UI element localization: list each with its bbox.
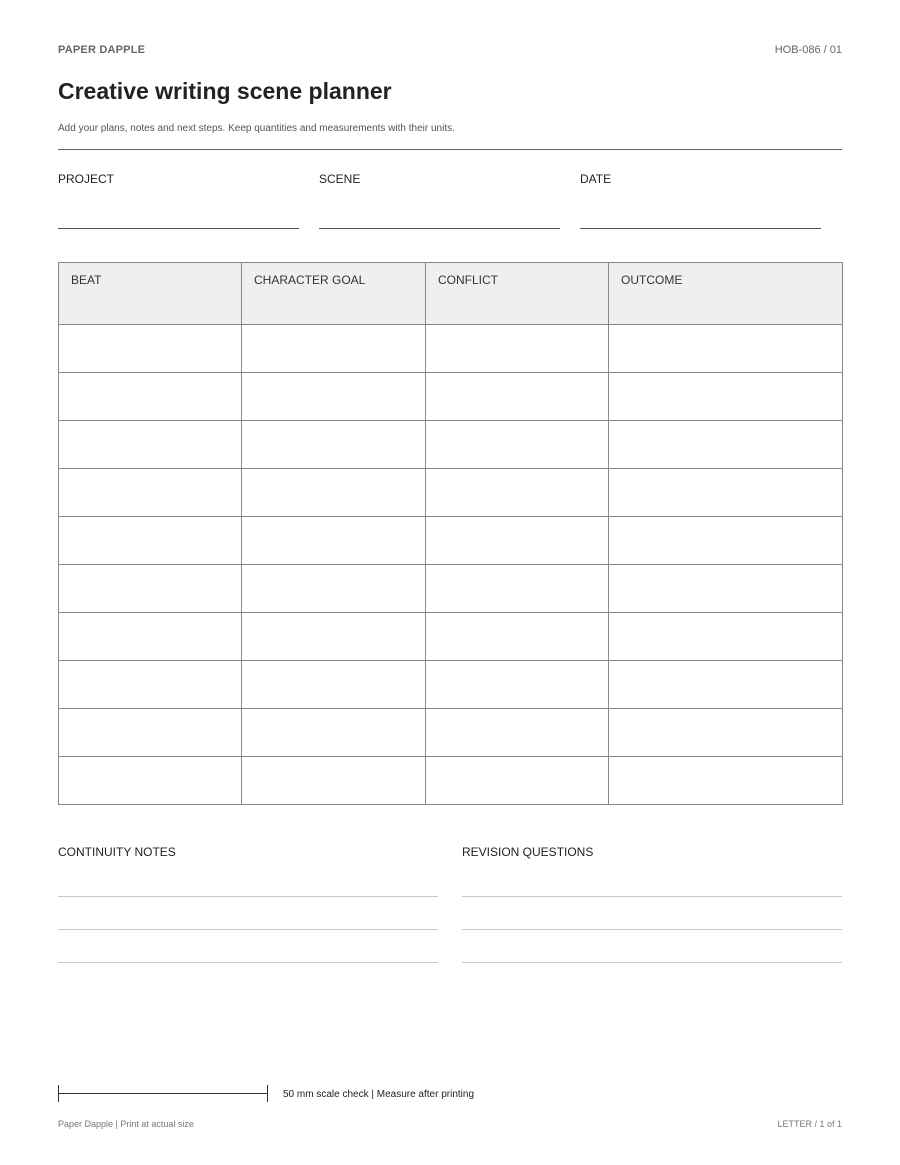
table-row: [59, 613, 843, 661]
header-divider: [58, 149, 842, 150]
scale-line: [58, 1093, 267, 1094]
table-cell[interactable]: [59, 757, 242, 805]
column-header-character-goal: CHARACTER GOAL: [242, 263, 426, 325]
table-cell[interactable]: [609, 421, 843, 469]
table-cell[interactable]: [242, 613, 426, 661]
column-header-outcome: OUTCOME: [609, 263, 843, 325]
table-cell[interactable]: [59, 421, 242, 469]
table-cell[interactable]: [59, 325, 242, 373]
column-header-beat: BEAT: [59, 263, 242, 325]
revision-questions-block: [462, 845, 842, 859]
table-cell[interactable]: [242, 469, 426, 517]
revision-questions-label: REVISION QUESTIONS: [462, 845, 594, 859]
table-cell[interactable]: [426, 565, 609, 613]
table-cell[interactable]: [242, 757, 426, 805]
scene-write-line[interactable]: [319, 228, 560, 229]
table-row: [59, 565, 843, 613]
brand-name: PAPER DAPPLE: [58, 44, 146, 56]
table-cell[interactable]: [59, 613, 242, 661]
table-cell[interactable]: [609, 469, 843, 517]
continuity-notes-line[interactable]: [58, 929, 438, 930]
table-cell[interactable]: [609, 757, 843, 805]
table-cell[interactable]: [426, 517, 609, 565]
scene-beats-table: [58, 262, 843, 805]
table-row: [59, 373, 843, 421]
scale-check-text: 50 mm scale check | Measure after printing: [283, 1089, 475, 1100]
table-cell[interactable]: [609, 709, 843, 757]
table-row: [59, 325, 843, 373]
table-cell[interactable]: [609, 517, 843, 565]
table-cell[interactable]: [59, 565, 242, 613]
table-cell[interactable]: [59, 709, 242, 757]
page-count: LETTER / 1 of 1: [777, 1119, 842, 1129]
date-write-line[interactable]: [580, 228, 821, 229]
table-row: [59, 757, 843, 805]
table-cell[interactable]: [59, 373, 242, 421]
table-cell[interactable]: [426, 757, 609, 805]
table-body: [59, 325, 843, 805]
table-cell[interactable]: [426, 661, 609, 709]
table-cell[interactable]: [426, 469, 609, 517]
table-cell[interactable]: [242, 709, 426, 757]
revision-questions-line[interactable]: [462, 896, 842, 897]
table-cell[interactable]: [609, 325, 843, 373]
continuity-notes-line[interactable]: [58, 962, 438, 963]
revision-questions-line[interactable]: [462, 962, 842, 963]
document-id: HOB-086 / 01: [774, 44, 842, 56]
table-cell[interactable]: [242, 421, 426, 469]
footer-note: Paper Dapple | Print at actual size: [58, 1119, 194, 1129]
scale-check-bar: [58, 1085, 268, 1103]
page-subtitle: Add your plans, notes and next steps. Keep quantities and measurements with their units.: [58, 123, 455, 134]
date-label: DATE: [580, 172, 612, 186]
table-cell[interactable]: [242, 661, 426, 709]
continuity-notes-line[interactable]: [58, 896, 438, 897]
table-cell[interactable]: [426, 709, 609, 757]
table-cell[interactable]: [242, 565, 426, 613]
table-row: [59, 661, 843, 709]
table-cell[interactable]: [59, 469, 242, 517]
page-title: Creative writing scene planner: [58, 78, 392, 104]
scene-label: SCENE: [319, 172, 361, 186]
table-cell[interactable]: [609, 661, 843, 709]
scene-field[interactable]: [319, 172, 560, 186]
continuity-notes-label: CONTINUITY NOTES: [58, 845, 176, 859]
table-cell[interactable]: [242, 517, 426, 565]
project-field[interactable]: [58, 172, 299, 186]
project-write-line[interactable]: [58, 228, 299, 229]
table-cell[interactable]: [609, 613, 843, 661]
table-row: [59, 517, 843, 565]
continuity-notes-block: [58, 845, 438, 859]
project-label: PROJECT: [58, 172, 115, 186]
column-header-conflict: CONFLICT: [426, 263, 609, 325]
table-row: [59, 709, 843, 757]
table-cell[interactable]: [59, 517, 242, 565]
table-cell[interactable]: [242, 373, 426, 421]
table-cell[interactable]: [609, 565, 843, 613]
table-cell[interactable]: [426, 421, 609, 469]
table-header-row: [59, 263, 843, 325]
table-cell[interactable]: [609, 373, 843, 421]
scale-tick-end: [267, 1085, 268, 1102]
revision-questions-line[interactable]: [462, 929, 842, 930]
date-field[interactable]: [580, 172, 821, 186]
table-row: [59, 421, 843, 469]
table-cell[interactable]: [59, 661, 242, 709]
table-cell[interactable]: [426, 325, 609, 373]
table-cell[interactable]: [426, 613, 609, 661]
table-cell[interactable]: [426, 373, 609, 421]
table-cell[interactable]: [242, 325, 426, 373]
table-row: [59, 469, 843, 517]
